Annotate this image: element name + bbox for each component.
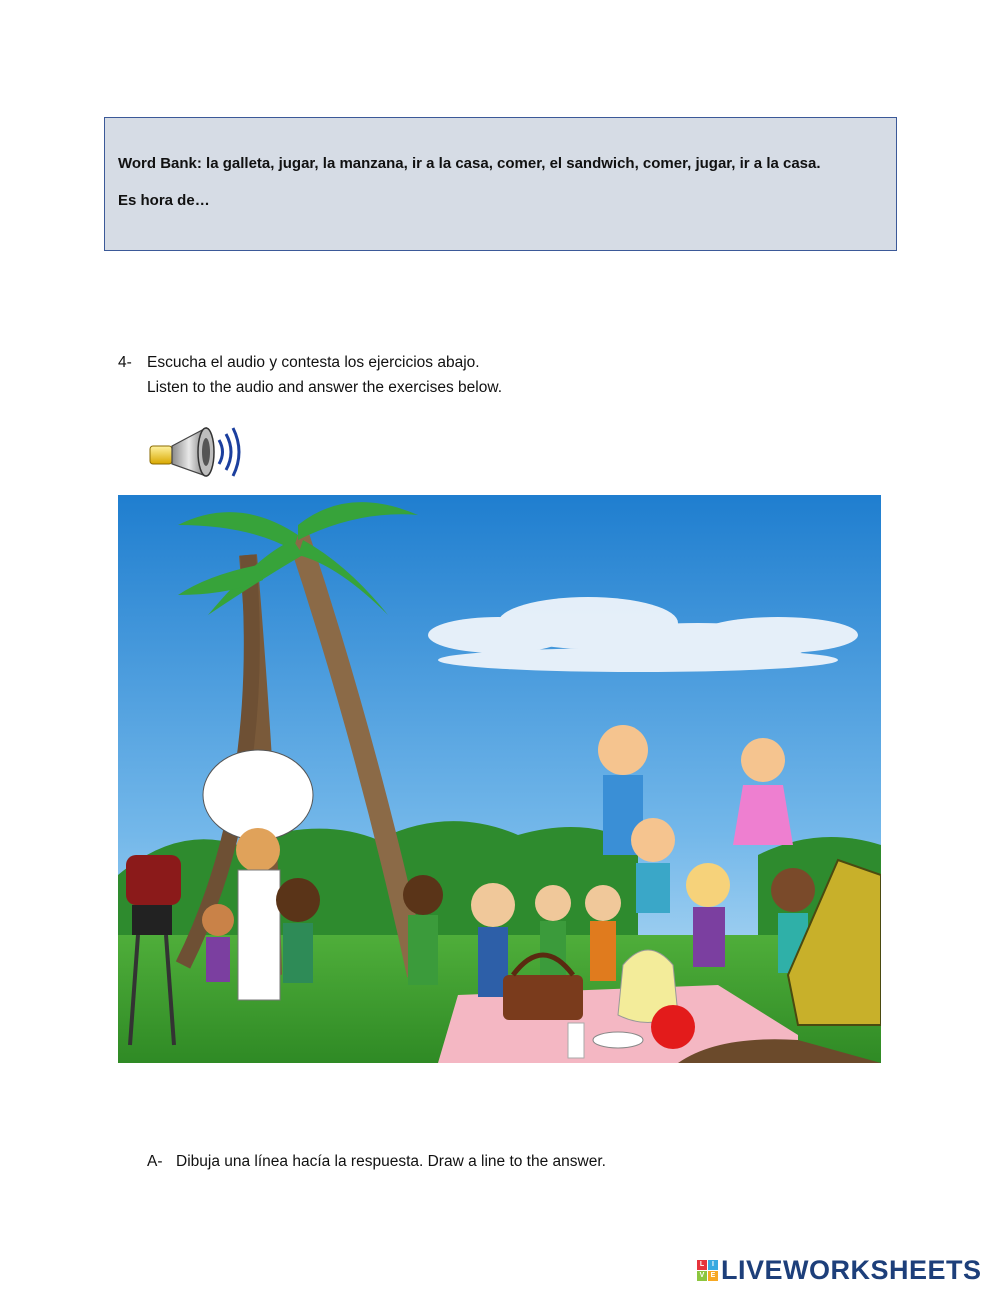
apple — [651, 1005, 695, 1049]
word-bank-list: Word Bank: la galleta, jugar, la manzana, ir a la casa, comer, el sandwich, comer, jugar, ir a la casa. — [118, 155, 821, 172]
question-number: 4- — [118, 354, 132, 371]
exercise-letter: A- — [147, 1153, 163, 1170]
picnic-scene-image — [118, 495, 881, 1063]
word-bank-prompt: Es hora de… — [118, 192, 210, 209]
question-instruction-en: Listen to the audio and answer the exercises below. — [147, 379, 503, 396]
logo-text: LIVEWORKSHEETS — [721, 1254, 982, 1285]
plate — [593, 1032, 643, 1048]
milk-glass — [568, 1023, 584, 1058]
word-bank-box — [104, 117, 897, 251]
exercise-instruction: Dibuja una línea hacía la respuesta. Draw a line to the answer. — [176, 1153, 606, 1170]
picnic-basket — [503, 975, 583, 1020]
speaker-icon[interactable] — [146, 422, 244, 480]
logo-mark-icon: L I V E — [697, 1260, 718, 1281]
question-instruction-es: Escucha el audio y contesta los ejercicios abajo. — [147, 354, 480, 371]
liveworksheets-logo[interactable] — [697, 1254, 982, 1286]
